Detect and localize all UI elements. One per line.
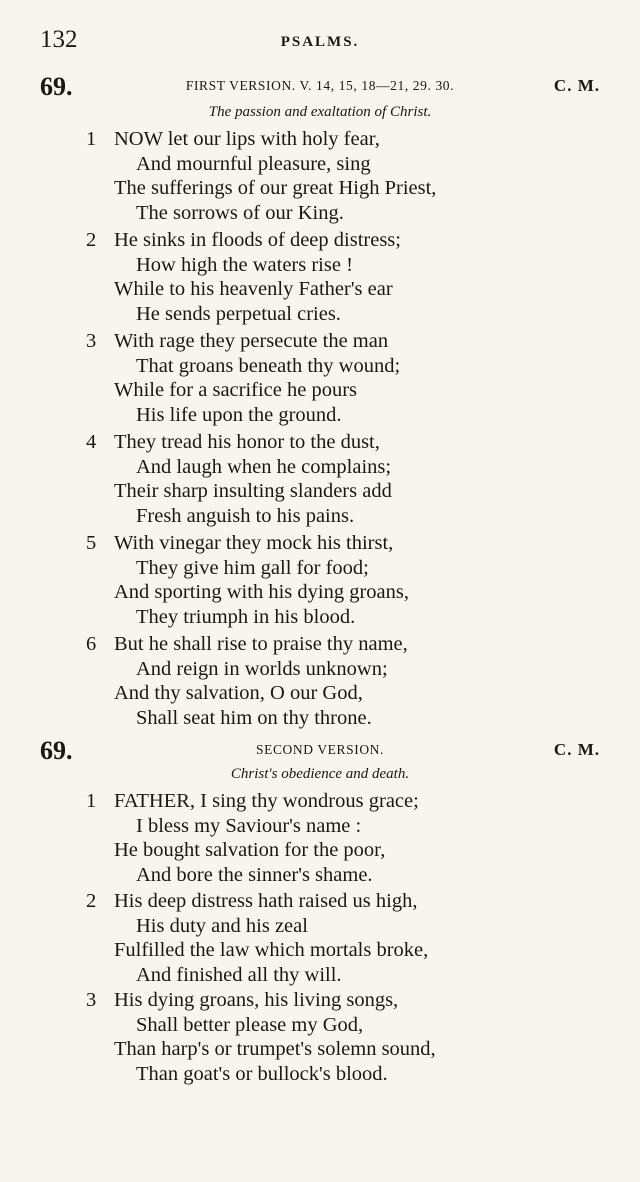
stanza-line <box>86 889 566 914</box>
stanza-line: Than harp's or trumpet's solemn sound, <box>114 1038 436 1060</box>
stanza <box>86 632 566 730</box>
stanza-line <box>86 228 566 253</box>
stanza-line: Than goat's or bullock's blood. <box>136 1062 388 1085</box>
line-text: He sinks in floods of deep distress; <box>114 229 401 251</box>
stanza-number: 1 <box>86 790 97 812</box>
stanza-line: While to his heavenly Father's ear <box>114 278 393 300</box>
stanza <box>86 889 566 987</box>
page-number: 132 <box>40 26 78 53</box>
stanza-number: 4 <box>86 431 97 453</box>
stanza-line <box>86 789 566 814</box>
hymn-number: 69. <box>40 72 73 101</box>
stanza-line: The sufferings of our great High Priest, <box>114 177 437 199</box>
stanza-line: That groans beneath thy wound; <box>136 354 401 377</box>
line-text: His deep distress hath raised us high, <box>114 890 418 912</box>
version-label: SECOND VERSION. <box>255 742 384 757</box>
stanza-line <box>86 531 566 556</box>
version-label: FIRST VERSION. V. 14, 15, 18—21, 29. 30. <box>185 78 455 93</box>
stanza-line: They triumph in his blood. <box>136 605 356 628</box>
stanza-line <box>86 430 566 455</box>
stanza-line: And mournful pleasure, sing <box>136 152 371 175</box>
stanza-line: Their sharp insulting slanders add <box>114 480 392 502</box>
stanza-number: 2 <box>86 229 97 251</box>
line-text: But he shall rise to praise thy name, <box>114 633 408 655</box>
stanza-line: And bore the sinner's shame. <box>136 863 373 886</box>
running-head: PSALMS. <box>280 34 360 50</box>
page-header <box>40 26 600 56</box>
stanza-line: He bought salvation for the poor, <box>114 839 386 861</box>
line-text: His dying groans, his living songs, <box>114 989 399 1011</box>
stanza-number: 1 <box>86 128 97 150</box>
line-text: With vinegar they mock his thirst, <box>114 532 394 554</box>
stanza-line: How high the waters rise ! <box>136 253 353 276</box>
stanza <box>86 228 566 326</box>
meter-label: C. M. <box>553 740 600 759</box>
stanza <box>86 988 566 1086</box>
stanza-line: Shall seat him on thy throne. <box>136 706 372 729</box>
line-text: NOW let our lips with holy fear, <box>114 128 380 150</box>
line-text: They tread his honor to the dust, <box>114 431 380 453</box>
stanza-line: The sorrows of our King. <box>136 201 344 224</box>
stanza-line: I bless my Saviour's name : <box>136 814 362 837</box>
hymn-subtitle: The passion and exaltation of Christ. <box>208 104 432 120</box>
stanza-number: 3 <box>86 330 97 352</box>
line-text: With rage they persecute the man <box>114 330 389 352</box>
stanza-line: Shall better please my God, <box>136 1013 364 1036</box>
stanza-line: Fulfilled the law which mortals broke, <box>114 939 429 961</box>
stanza-line <box>86 127 566 152</box>
stanza-number: 2 <box>86 890 97 912</box>
stanza-line: And laugh when he complains; <box>136 455 392 478</box>
line-text: FATHER, I sing thy wondrous grace; <box>114 790 419 812</box>
stanza <box>86 430 566 528</box>
stanza-line <box>86 632 566 657</box>
stanza-line: His life upon the ground. <box>136 403 342 426</box>
stanza-line: He sends perpetual cries. <box>136 302 341 325</box>
stanza-number: 6 <box>86 633 97 655</box>
hymn-number: 69. <box>40 736 73 765</box>
stanza <box>86 789 566 887</box>
hymn-title-row <box>40 736 600 766</box>
stanza-line: And reign in worlds unknown; <box>136 657 388 680</box>
hymn-subtitle: Christ's obedience and death. <box>230 766 410 782</box>
stanza-number: 5 <box>86 532 97 554</box>
stanza <box>86 127 566 225</box>
stanza-line <box>86 329 566 354</box>
stanza-line: And sporting with his dying groans, <box>114 581 409 603</box>
stanza-line: His duty and his zeal <box>136 914 308 937</box>
stanza-line: And finished all thy will. <box>136 963 342 986</box>
stanza <box>86 329 566 427</box>
stanza-line: While for a sacrifice he pours <box>114 379 358 401</box>
hymn-title-row <box>40 72 600 102</box>
meter-label: C. M. <box>553 76 600 95</box>
stanza-line: And thy salvation, O our God, <box>114 682 363 704</box>
stanza <box>86 531 566 629</box>
stanza-line: They give him gall for food; <box>136 556 369 579</box>
stanza-line: Fresh anguish to his pains. <box>136 504 355 527</box>
stanza-line <box>86 988 566 1013</box>
stanza-number: 3 <box>86 989 97 1011</box>
